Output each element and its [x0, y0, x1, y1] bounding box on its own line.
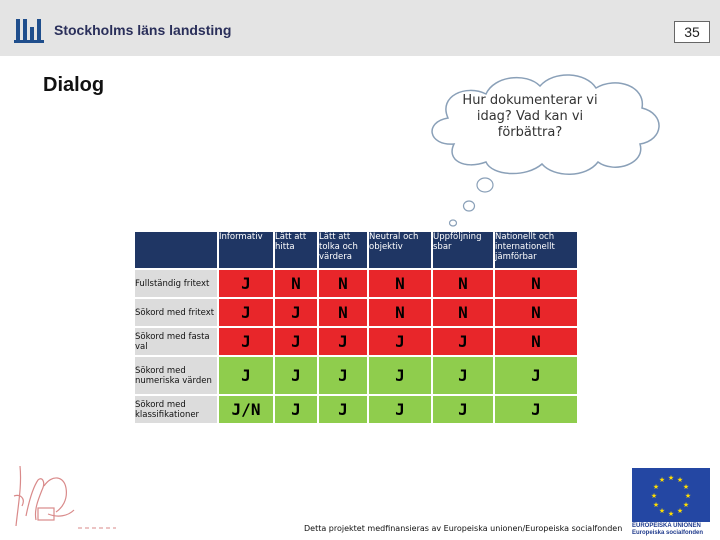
table-cell: N	[369, 270, 431, 297]
table-cell: J	[369, 357, 431, 394]
column-header: Nationellt och internationellt jämförbar	[495, 232, 577, 268]
table-cell: J	[275, 357, 317, 394]
eu-label-line-1: EUROPEISKA UNIONEN	[632, 523, 701, 529]
org-name: Stockholms läns landsting	[54, 22, 232, 38]
table-cell: J	[319, 396, 367, 423]
eu-stars-icon	[632, 468, 710, 522]
table-cell: J	[319, 328, 367, 355]
svg-text:★: ★	[667, 474, 675, 482]
column-header: Neutral och objektiv	[369, 232, 431, 268]
table-cell: N	[433, 299, 493, 326]
table-cell: N	[275, 270, 317, 297]
sll-logo-icon	[14, 17, 48, 43]
org-logo	[14, 16, 231, 44]
table-cell: N	[495, 328, 577, 355]
comparison-table	[133, 230, 579, 425]
row-label: Sökord med fasta val	[135, 328, 217, 355]
svg-text:★: ★	[676, 507, 684, 515]
svg-text:★: ★	[658, 476, 666, 484]
table-cell: N	[495, 270, 577, 297]
table-cell: J	[219, 357, 273, 394]
svg-text:★: ★	[682, 483, 690, 491]
table-cell: J	[275, 396, 317, 423]
row-label: Fullständig fritext	[135, 270, 217, 297]
svg-text:★: ★	[676, 476, 684, 484]
page-number: 35	[674, 21, 710, 43]
eu-flag	[632, 468, 710, 522]
svg-text:★: ★	[684, 492, 692, 500]
table-cell: J	[369, 328, 431, 355]
handwritten-logo-icon	[8, 456, 118, 536]
table-cell: J/N	[219, 396, 273, 423]
table-cell: J	[495, 357, 577, 394]
thought-bubble-dots	[440, 168, 500, 232]
table-cell: N	[369, 299, 431, 326]
cloud-text: Hur dokumenterar vi idag? Vad kan vi förbättra?	[462, 93, 598, 140]
table-cell: J	[495, 396, 577, 423]
column-header: Informativ	[219, 232, 273, 268]
table-cell: J	[369, 396, 431, 423]
column-header: Lätt att hitta	[275, 232, 317, 268]
table-header-row	[135, 232, 577, 268]
table-cell: J	[433, 328, 493, 355]
column-header: Lätt att tolka och värdera	[319, 232, 367, 268]
table-cell: N	[495, 299, 577, 326]
funding-text: Detta projektet medfinansieras av Europeiska unionen/Europeiska socialfonden	[304, 524, 623, 533]
slide-title: Dialog	[43, 74, 105, 96]
table-cell: N	[319, 270, 367, 297]
svg-text:★: ★	[658, 507, 666, 515]
table-row	[135, 270, 577, 297]
table-cell: J	[433, 396, 493, 423]
table-row	[135, 396, 577, 423]
table-row	[135, 299, 577, 326]
header-bar	[0, 0, 720, 56]
table-cell: N	[319, 299, 367, 326]
row-label: Sökord med numeriska värden	[135, 357, 217, 394]
table-cell: J	[433, 357, 493, 394]
row-label: Sökord med fritext	[135, 299, 217, 326]
table-cell: J	[319, 357, 367, 394]
svg-text:★: ★	[667, 510, 675, 518]
svg-text:★: ★	[650, 492, 658, 500]
table-cell: J	[219, 299, 273, 326]
svg-text:★: ★	[682, 501, 690, 509]
eu-label	[632, 523, 712, 537]
table-cell: N	[433, 270, 493, 297]
eu-label-line-2: Europeiska socialfonden	[632, 530, 704, 536]
column-header: Uppföljning sbar	[433, 232, 493, 268]
table-cell: J	[275, 299, 317, 326]
table-cell: J	[219, 328, 273, 355]
table-corner	[135, 232, 217, 268]
table-row	[135, 328, 577, 355]
table-row	[135, 357, 577, 394]
svg-text:★: ★	[652, 501, 660, 509]
row-label: Sökord med klassifikationer	[135, 396, 217, 423]
svg-text:★: ★	[652, 483, 660, 491]
table-cell: J	[219, 270, 273, 297]
table-cell: J	[275, 328, 317, 355]
